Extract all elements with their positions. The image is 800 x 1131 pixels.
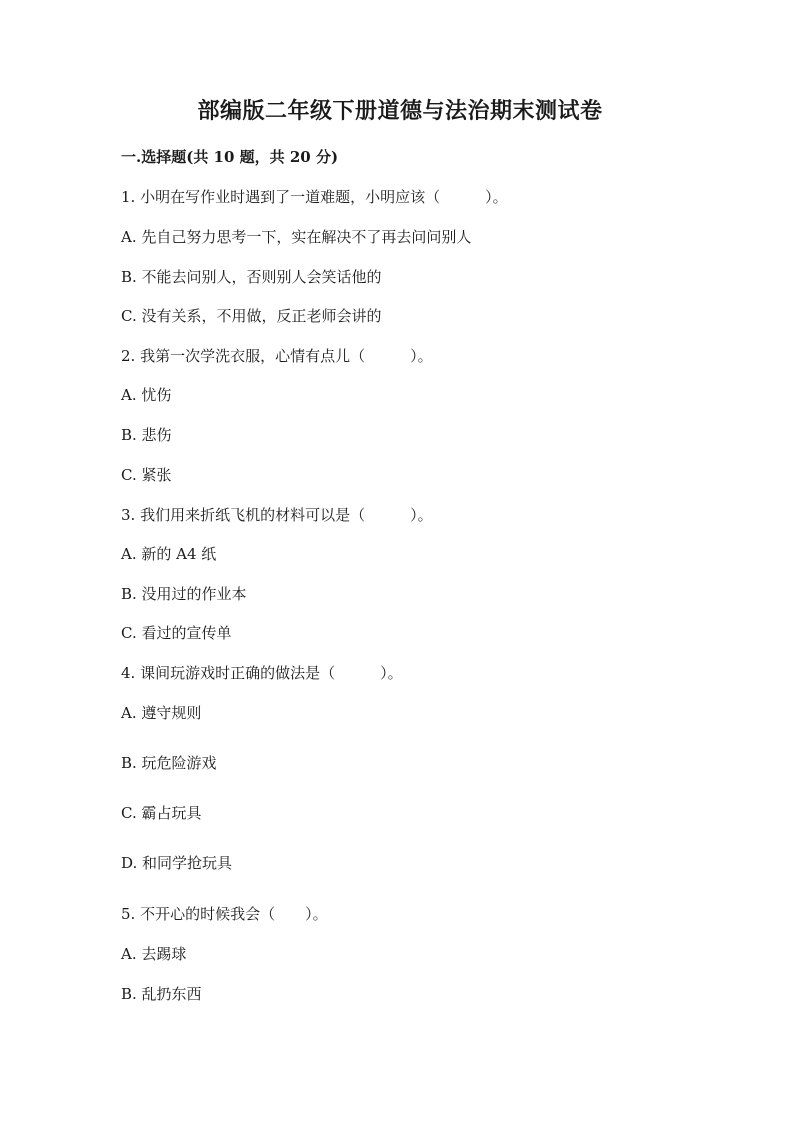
question-1-option-a: A. 先自己努力思考一下，实在解决不了再去问问别人 bbox=[121, 228, 472, 246]
page-title: 部编版二年级下册道德与法治期末测试卷 bbox=[197, 98, 603, 124]
question-2-stem: 2. 我第一次学洗衣服，心情有点儿（ ）。 bbox=[121, 347, 433, 365]
question-4-stem: 4. 课间玩游戏时正确的做法是（ ）。 bbox=[121, 664, 403, 682]
question-3-option-c: C. 看过的宣传单 bbox=[121, 624, 232, 642]
section-heading: 一.选择题(共 10 题，共 20 分) bbox=[121, 148, 339, 166]
question-1-option-c: C. 没有关系，不用做，反正老师会讲的 bbox=[121, 307, 382, 325]
question-2-option-a: A. 忧伤 bbox=[121, 386, 172, 404]
question-3-option-b: B. 没用过的作业本 bbox=[121, 585, 247, 603]
question-1-option-b: B. 不能去问别人，否则别人会笑话他的 bbox=[121, 268, 382, 286]
question-2-option-b: B. 悲伤 bbox=[121, 426, 172, 444]
question-3-option-a: A. 新的 A4 纸 bbox=[121, 545, 217, 563]
question-4-option-b: B. 玩危险游戏 bbox=[121, 754, 217, 772]
question-3-stem: 3. 我们用来折纸飞机的材料可以是（ ）。 bbox=[121, 506, 433, 524]
question-4-option-d: D. 和同学抢玩具 bbox=[121, 854, 233, 872]
question-5-option-a: A. 去踢球 bbox=[121, 945, 187, 963]
question-5-option-b: B. 乱扔东西 bbox=[121, 985, 202, 1003]
question-1-stem: 1. 小明在写作业时遇到了一道难题，小明应该（ ）。 bbox=[121, 188, 508, 206]
question-5-stem: 5. 不开心的时候我会（ ）。 bbox=[121, 905, 328, 923]
question-2-option-c: C. 紧张 bbox=[121, 466, 172, 484]
question-4-option-c: C. 霸占玩具 bbox=[121, 804, 202, 822]
question-4-option-a: A. 遵守规则 bbox=[121, 704, 202, 722]
